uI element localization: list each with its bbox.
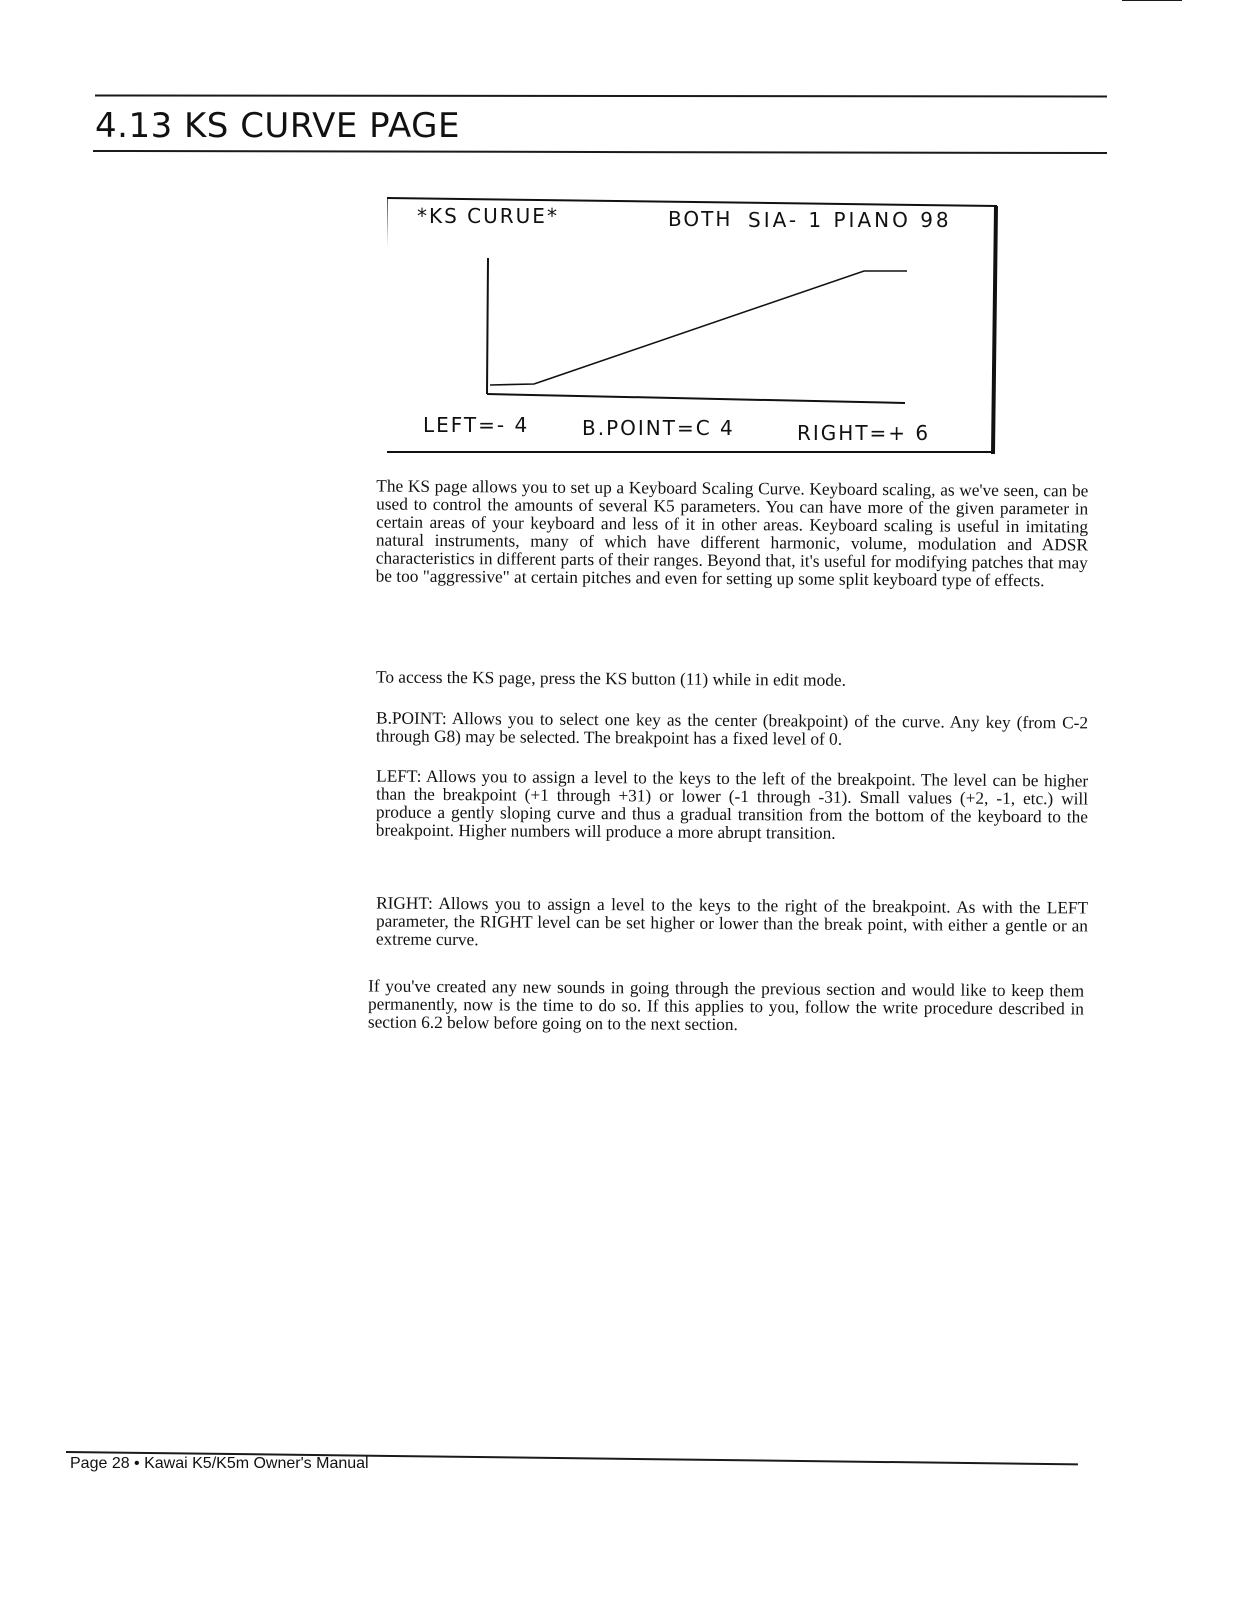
section-title: 4.13 KS CURVE PAGE <box>95 106 460 146</box>
lcd-breakpoint-value: B.POINT=C 4 <box>582 416 735 440</box>
paragraph-left: LEFT: Allows you to assign a level to the keys to the left of the breakpoint. The level can be higher than the breakpoint (+1 through +31) or lower (-1 through -31). Small values (+2, -1, etc.) will produce a gently sloping curve and thus a gradual transition from the bottom of the keyboard to the breakpoint. Higher numbers will produce a more abrupt transition. <box>375 766 1089 843</box>
graph-x-axis <box>487 394 905 403</box>
paragraph-write: If you've created any new sounds in going through the previous section and would like to keep them permanently, now is the time to do so. If this applies to you, follow the write procedure described in section 6.2 below before going on to the next section. <box>367 976 1085 1035</box>
lcd-title: *KS CURUE* <box>417 204 559 228</box>
graph-y-axis <box>487 258 488 394</box>
paragraph-right: RIGHT: Allows you to assign a level to the keys to the right of the breakpoint. As with the LEFT parameter, the RIGHT level can be set higher or lower than the break point, with either a gentle or an extreme curve. <box>375 893 1089 950</box>
footer-page-label: Page 28 • Kawai K5/K5m Owner's Manual <box>70 1455 369 1472</box>
paragraph-bpoint: B.POINT: Allows you to select one key as the center (breakpoint) of the curve. Any key (from C-2 through G8) may be selected. The breakpoint has a fixed level of 0. <box>375 708 1089 749</box>
header-rule-top <box>95 94 1107 97</box>
lcd-patch: SIA- 1 PIANO 98 <box>748 208 952 232</box>
lcd-left-value: LEFT=- 4 <box>423 413 530 437</box>
lcd-display <box>387 196 997 454</box>
paragraph-access: To access the KS page, press the KS button (11) while in edit mode. <box>375 667 847 690</box>
header-rule-bottom <box>93 150 1107 154</box>
lcd-mode: BOTH <box>668 207 733 231</box>
corner-mark <box>1122 0 1182 1</box>
paragraph-intro: The KS page allows you to set up a Keyboard Scaling Curve. Keyboard scaling, as we've seen, can be used to control the amounts of several K5 parameters. You can have more of the given parameter in certain areas of your keyboard and less of it in other areas. Keyboard scaling is useful in imitating natural instruments, many of which have different harmonic, volume, modulation and ADSR characteristics in different parts of their ranges. Beyond that, it's useful for modifying patches that may be too "aggressive" at certain pitches and even for setting up some split keyboard type of effects. <box>375 476 1089 591</box>
lcd-right-value: RIGHT=+ 6 <box>797 421 931 445</box>
ks-curve-line <box>490 271 907 385</box>
